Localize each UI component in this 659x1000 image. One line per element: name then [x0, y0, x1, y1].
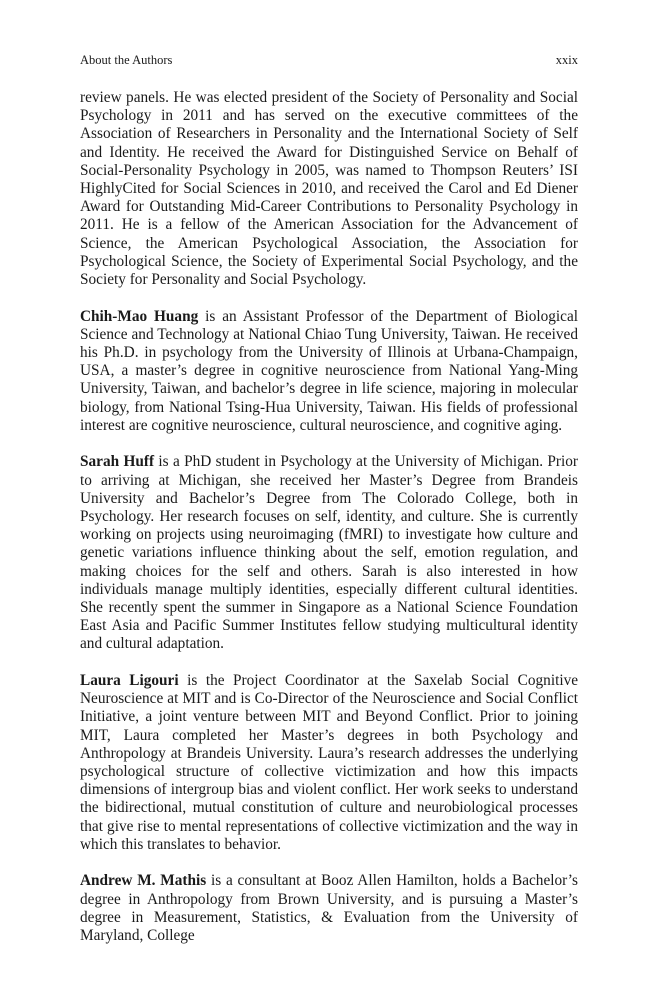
author-name: Laura Ligouri — [80, 672, 179, 690]
section-title: About the Authors — [80, 53, 173, 67]
author-name: Sarah Huff — [80, 453, 155, 471]
author-name: Andrew M. Mathis — [80, 872, 207, 890]
paragraph-text: is the Project Coordinator at the Saxelab Social Cognitive Neuroscience at MIT and is Co-Director of the Neuroscience and Social Conflict Initiative, a joint venture between MIT and Beyond Conflict. Prior to joining MIT, Laura completed her Master’s degrees in both Psychology and Anthropology at Brandeis University. Laura’s research addresses the underlying psychological structure of collective victimization and how this impacts dimensions of intergroup bias and violent conflict. Her work seeks to understand the bidirectional, mutual constitution of culture and neurobiological processes that give rise to mental representations of collective victimization and the way in which this translates to behavior. — [80, 672, 579, 853]
author-name: Chih-Mao Huang — [80, 307, 199, 325]
author-bio-huang — [80, 308, 578, 435]
paragraph-continuation — [80, 89, 578, 289]
paragraph-text: review panels. He was elected president of the Society of Personality and Social Psychology in 2011 and has served on the executive committees of the Association of Researchers in Personality and the International Society of Self and Identity. He received the Award for Distinguished Service on Behalf of Social-Personality Psychology in 2005, was named to Thompson Reuters’ ISI HighlyCited for Social Sciences in 2010, and received the Carol and Ed Diener Award for Outstanding Mid-Career Contributions to Personality Psychology in 2011. He is a fellow of the American Association for the Advancement of Science, the American Psychological Association, the Association for Psychological Science, the Society of Experimental Social Psychology, and the Society for Personality and Social Psychology. — [80, 89, 578, 289]
author-bio-ligouri — [80, 672, 578, 854]
author-bio-mathis — [80, 872, 578, 945]
paragraph-text: is an Assistant Professor of the Department of Biological Science and Technology at National Chiao Tung University, Taiwan. He received his Ph.D. in psychology from the University of Illinois at Urbana-Champaign, USA, a master’s degree in cognitive neuroscience from National Yang-Ming University, Taiwan, and bachelor’s degree in life science, majoring in molecular biology, from National Tsing-Hua University, Taiwan. His fields of professional interest are cognitive neuroscience, cultural neuroscience, and cognitive aging. — [80, 307, 578, 434]
paragraph-text: is a PhD student in Psychology at the University of Michigan. Prior to arriving at Michigan, she received her Master’s Degree from Brandeis University and Bachelor’s Degree from The Colorado College, both in Psychology. Her research focuses on self, identity, and culture. She is currently working on projects using neuroimaging (fMRI) to investigate how culture and genetic variations influence thinking about the self, emotion regulation, and making choices for the self and others. Sarah is also interested in how individuals manage multiply identities, especially different cultural identities. She recently spent the summer in Singapore as a National Science Foundation East Asia and Pacific Summer Institutes fellow studying multicultural identity and cultural adaptation. — [80, 453, 578, 653]
running-header — [80, 52, 578, 68]
paragraph-text: is a consultant at Booz Allen Hamilton, holds a Bachelor’s degree in Anthropology from Brown University, and is pursuing a Master’s degree in Measurement, Statistics, & Evaluation from the University of Maryland, College — [80, 872, 579, 945]
body-text — [80, 89, 578, 964]
page-number: xxix — [555, 53, 578, 67]
author-bio-huff — [80, 453, 578, 653]
